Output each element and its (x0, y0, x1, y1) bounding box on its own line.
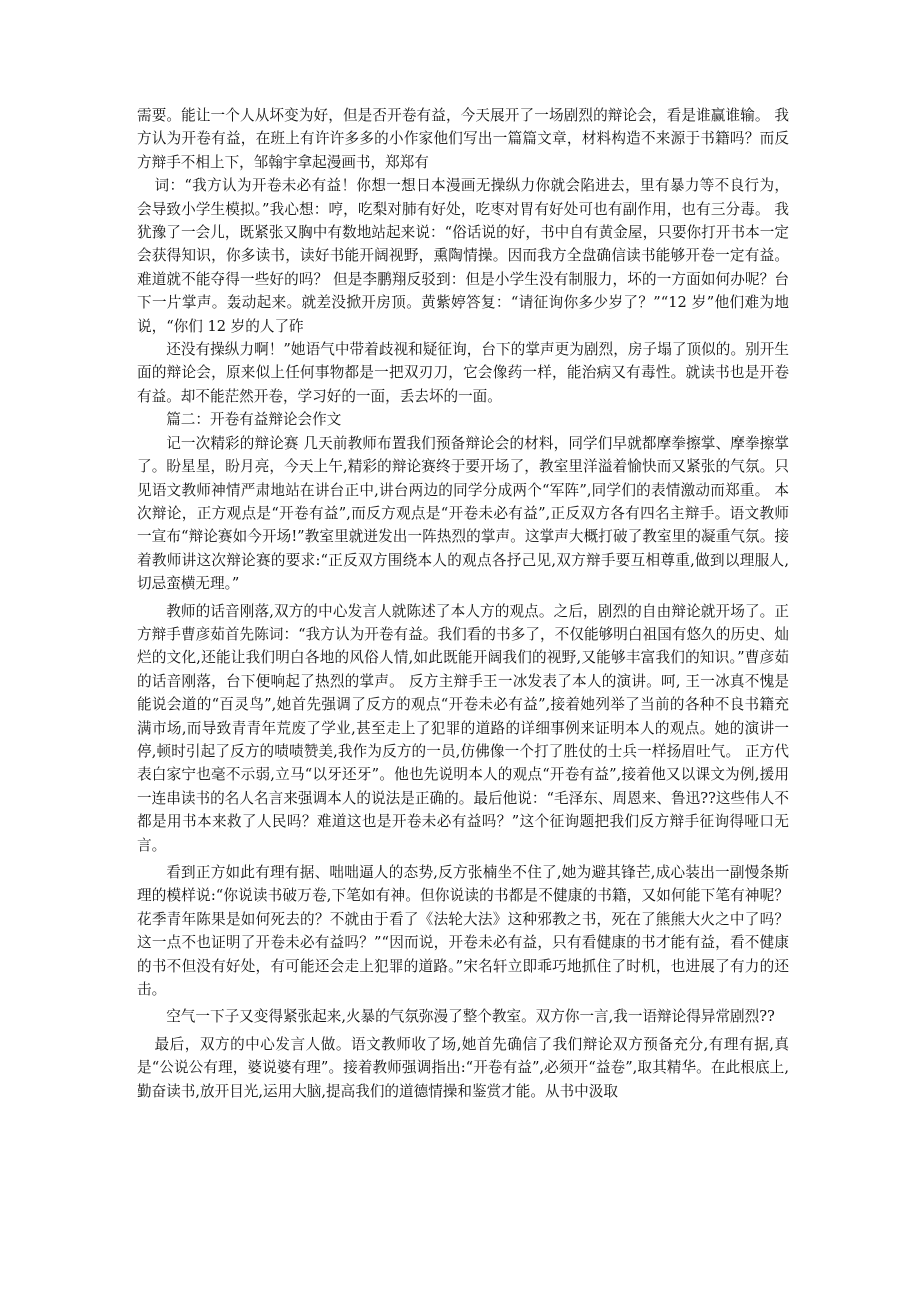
document-body (137, 104, 789, 1103)
paragraph-8: 最后，双方的中心发言人做。语文教师收了场,她首先确信了我们辩论双方预备充分,有理有据,真是“公说公有理，婆说婆有理”。接着教师强调指出:“开卷有益”,必须开“益卷”,取其精华。在此根底上,勤奋读书,放开目光,运用大脑,提高我们的道德情操和鉴赏才能。从书中汲取 (137, 1035, 789, 1100)
paragraph-3: 还没有操纵力啊！”她语气中带着歧视和疑征询，台下的掌声更为剧烈，房子塌了顶似的。别开生面的辩论会，原来似上任何事物都是一把双刃刀，它会像药一样，能治病又有毒性。就读书也是开卷有益。却不能茫然开卷，学习好的一面，丢去坏的一面。 (137, 341, 789, 405)
paragraph-2: 词：“我方认为开卷未必有益！你想一想日本漫画无操纵力你就会陷进去，里有暴力等不良行为，会导致小学生模拟。”我心想：哼，吃梨对肺有好处，吃枣对胃有好处可也有副作用，也有三分毒。 我犹豫了一会儿，既紧张又胸中有数地站起来说：“俗话说的好，书中自有黄金屋，只要你打开书本一定会获得知识，你多读书，读好书能开阔视野，熏陶情操。因而我方全盘确信读书能够开卷一定有益。难道就不能夺得一些好的吗？ 但是李鹏翔反驳到：但是小学生没有制服力，坏的一方面如何办呢？台下一片掌声。轰动起来。就差没掀开房顶。黄紫婷答复：“请征询你多少岁了？”“12 岁”他们难为地说，“你们 12 岁的人了砟 (137, 177, 789, 335)
paragraph-7: 空气一下子又变得紧张起来,火暴的气氛弥漫了整个教室。双方你一言,我一语辩论得异常剧烈?? (166, 1008, 775, 1026)
paragraph-6: 看到正方如此有理有据、咄咄逼人的态势,反方张楠坐不住了,她为避其锋芒,成心装出一副慢条斯理的模样说:“你说读书破万卷,下笔如有神。但你说读的书都是不健康的书籍，又如何能下笔有神呢？花季青年陈果是如何死去的？不就由于看了《法轮大法》这种邪教之书，死在了熊熊大火之中了吗？这一点不也证明了开卷未必有益吗？”“因而说，开卷未必有益，只有看健康的书才能有益，看不健康的书不但没有好处，有可能还会走上犯罪的道路。”宋名轩立即乖巧地抓住了时机，也进展了有力的还击。 (137, 864, 789, 999)
paragraph-5: 教师的话音刚落,双方的中心发言人就陈述了本人方的观点。之后，剧烈的自由辩论就开场了。正方辩手曹彦茹首先陈词：“我方认为开卷有益。我们看的书多了，不仅能够明白祖国有悠久的历史、灿烂的文化,还能让我们明白各地的风俗人情,如此既能开阔我们的视野,又能够丰富我们的知识。”曹彦茹的话音刚落，台下便响起了热烈的掌声。 反方主辩手王一冰发表了本人的演讲。呵, 王一冰真不愧是能说会道的“百灵鸟”,她首先强调了反方的观点“开卷未必有益”,接着她列举了当前的各种不良书籍充满市场,而导致青青年荒废了学业,甚至走上了犯罪的道路的详细事例来证明本人的观点。她的演讲一停,顿时引起了反方的啧啧赞美,我作为反方的一员,仿佛像一个打了胜仗的士兵一样扬眉吐气。 正方代表白家宁也毫不示弱,立马“以牙还牙”。他也先说明本人的观点“开卷有益”,接着他又以课文为例,援用一连串读书的名人名言来强调本人的说法是正确的。最后他说：“毛泽东、周恩来、鲁迅??这些伟人不都是用书本来救了人民吗？难道这也是开卷未必有益吗？”这个征询题把我们反方辩手征询得哑口无言。 (137, 602, 789, 854)
paragraph-4: 记一次精彩的辩论赛 几天前教师布置我们预备辩论会的材料，同学们早就都摩拳擦掌、摩拳擦掌了。盼星星，盼月亮，今天上午,精彩的辩论赛终于要开场了，教室里洋溢着愉快而又紧张的气氛。只见语文教师神情严肃地站在讲台正中,讲台两边的同学分成两个“军阵”,同学们的表情激动而郑重。 本次辩论，正方观点是“开卷有益”,而反方观点是“开卷未必有益”,正反双方各有四名主辩手。语文教师一宣布“辩论赛如今开场!”教室里就迸发出一阵热烈的掌声。这掌声大概打破了教室里的凝重气氛。接着教师讲这次辩论赛的要求:“正反双方围绕本人的观点各抒己见,双方辩手要互相尊重,做到以理服人,切忌蛮横无理。” (137, 434, 789, 593)
section-heading: 篇二：开卷有益辩论会作文 (166, 411, 342, 429)
paragraph-1: 需要。能让一个人从坏变为好，但是否开卷有益，今天展开了一场剧烈的辩论会，看是谁赢谁输。 我方认为开卷有益，在班上有许许多多的小作家他们写出一篇篇文章，材料构造不来源于书籍吗？而反方辩手不相上下，邹翰宇拿起漫画书，郑郑有 (137, 107, 789, 171)
